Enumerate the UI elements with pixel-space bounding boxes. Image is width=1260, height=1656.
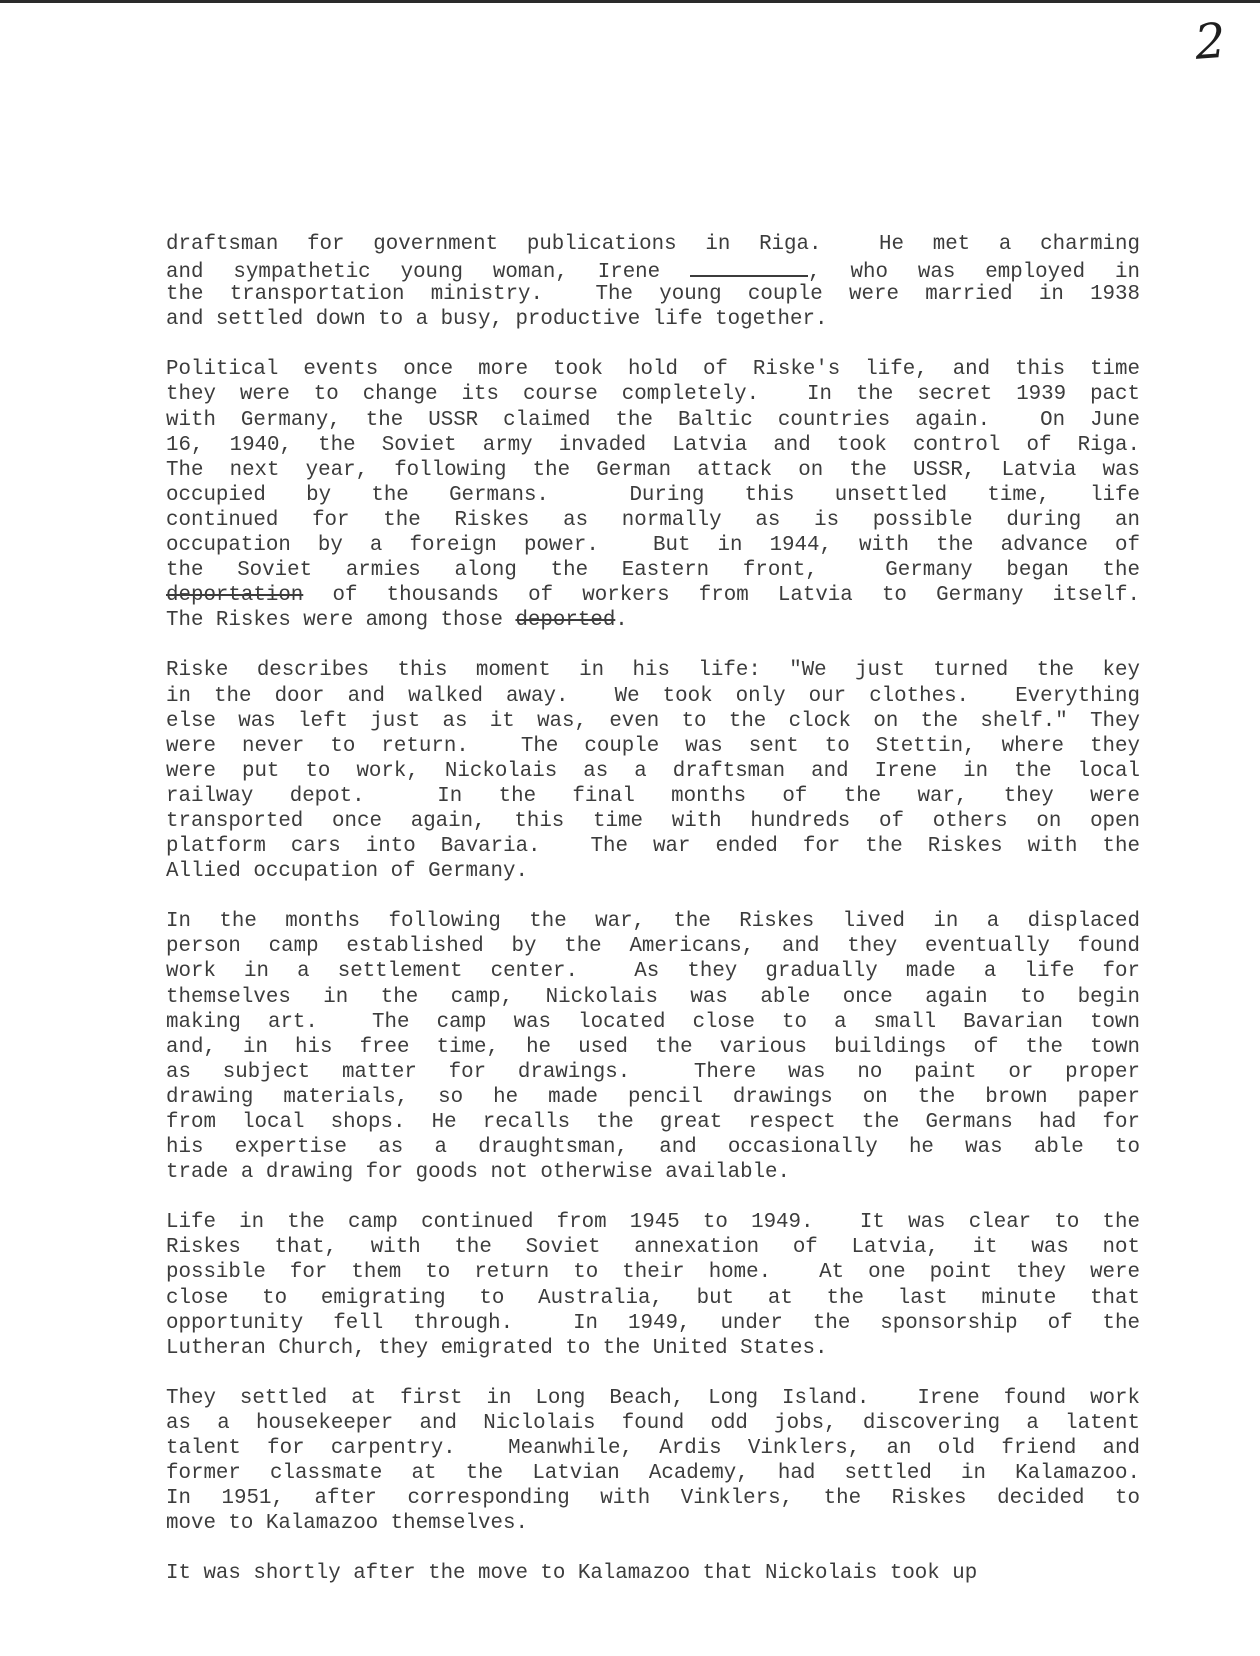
text-line: railway depot. In the final months of the war, they were — [166, 784, 1140, 808]
text-line: possible for them to return to their home. At one point they were — [166, 1261, 1140, 1285]
text-line: were put to work, Nickolais as a draftsman and Irene in the local — [166, 759, 1140, 783]
text-line: person camp established by the Americans, and they eventually found — [166, 935, 1140, 959]
text-line: Political events once more took hold of Riske's life, and this time — [166, 358, 1140, 382]
text-line: his expertise as a draughtsman, and occasionally he was able to — [166, 1136, 1140, 1160]
text-line: as a housekeeper and Niclolais found odd jobs, discovering a latent — [166, 1411, 1140, 1435]
paragraph — [166, 909, 1140, 1185]
scan-top-edge — [0, 0, 1260, 3]
text-line: Lutheran Church, they emigrated to the United States. — [166, 1336, 828, 1360]
text-line: In 1951, after corresponding with Vinklers, the Riskes decided to — [166, 1487, 1140, 1511]
document-body — [166, 232, 1140, 1612]
blank-underline — [690, 257, 808, 277]
line-segment: and sympathetic young woman, Irene — [166, 261, 691, 285]
struck-through-word: deported — [515, 609, 616, 633]
text-line: and, in his free time, he used the various buildings of the town — [166, 1035, 1140, 1059]
text-line: work in a settlement center. As they gradually made a life for — [166, 960, 1140, 984]
struck-through-word: deportation — [166, 584, 304, 608]
text-line: from local shops. He recalls the great respect the Germans had for — [166, 1111, 1140, 1134]
text-line: In the months following the war, the Riskes lived in a displaced — [166, 910, 1140, 934]
paragraph — [166, 1561, 1140, 1586]
text-line — [166, 257, 1140, 285]
text-line: 16, 1940, the Soviet army invaded Latvia and took control of Riga. — [166, 433, 1140, 457]
text-line: Riske describes this moment in his life: "We just turned the key — [166, 659, 1140, 683]
text-line: Riskes that, with the Soviet annexation of Latvia, it was not — [166, 1236, 1140, 1260]
text-line: occupied by the Germans. During this unsettled time, life — [166, 483, 1140, 507]
text-line: trade a drawing for goods not otherwise available. — [166, 1161, 791, 1185]
text-line: close to emigrating to Australia, but at the last minute that — [166, 1286, 1140, 1310]
text-line: in the door and walked away. We took only our clothes. Everything — [166, 684, 1140, 708]
text-line: making art. The camp was located close to a small Bavarian town — [166, 1010, 1140, 1034]
text-line: The next year, following the German attack on the USSR, Latvia was — [166, 458, 1140, 482]
paragraph — [166, 1210, 1140, 1361]
text-line: they were to change its course completely. In the secret 1939 pact — [166, 383, 1140, 407]
text-line: draftsman for government publications in Riga. He met a charming — [166, 233, 1140, 256]
text-line: as subject matter for drawings. There was no paint or proper — [166, 1060, 1140, 1084]
line-segment: . — [615, 609, 628, 633]
text-line: It was shortly after the move to Kalamazoo that Nickolais took up — [166, 1562, 978, 1586]
paragraph — [166, 1386, 1140, 1537]
text-line — [166, 608, 1140, 633]
text-line: and settled down to a busy, productive life together. — [166, 308, 828, 332]
text-line: Allied occupation of Germany. — [166, 860, 528, 884]
text-line: occupation by a foreign power. But in 1944, with the advance of — [166, 534, 1140, 558]
text-line: continued for the Riskes as normally as is possible during an — [166, 508, 1140, 532]
text-line — [166, 583, 1140, 608]
text-line: They settled at first in Long Beach, Long Island. Irene found work — [166, 1386, 1140, 1410]
text-line: themselves in the camp, Nickolais was able once again to begin — [166, 985, 1140, 1009]
text-line: the Soviet armies along the Eastern front, Germany began the — [166, 559, 1140, 583]
handwritten-page-number: 2 — [1193, 13, 1222, 71]
paragraph — [166, 658, 1140, 884]
text-line: drawing materials, so he made pencil drawings on the brown paper — [166, 1085, 1140, 1109]
text-line: talent for carpentry. Meanwhile, Ardis Vinklers, an old friend and — [166, 1437, 1140, 1461]
text-line: Life in the camp continued from 1945 to 1949. It was clear to the — [166, 1211, 1140, 1235]
text-line: opportunity fell through. In 1949, under the sponsorship of the — [166, 1311, 1140, 1335]
text-line: former classmate at the Latvian Academy, had settled in Kalamazoo. — [166, 1462, 1140, 1486]
text-line: the transportation ministry. The young couple were married in 1938 — [166, 283, 1140, 307]
text-line: were never to return. The couple was sent to Stettin, where they — [166, 734, 1140, 758]
text-line: transported once again, this time with hundreds of others on open — [166, 809, 1140, 833]
text-line: with Germany, the USSR claimed the Baltic countries again. On June — [166, 408, 1140, 432]
paragraph — [166, 357, 1140, 633]
paragraph — [166, 232, 1140, 332]
line-segment: , who was employed in — [808, 261, 1140, 285]
line-segment: of thousands of workers from Latvia to Germany itself. — [303, 584, 1140, 608]
text-line: else was left just as it was, even to the clock on the shelf." They — [166, 709, 1140, 733]
line-segment: The Riskes were among those — [166, 609, 516, 633]
text-line: platform cars into Bavaria. The war ended for the Riskes with the — [166, 835, 1140, 859]
text-line: move to Kalamazoo themselves. — [166, 1512, 528, 1536]
